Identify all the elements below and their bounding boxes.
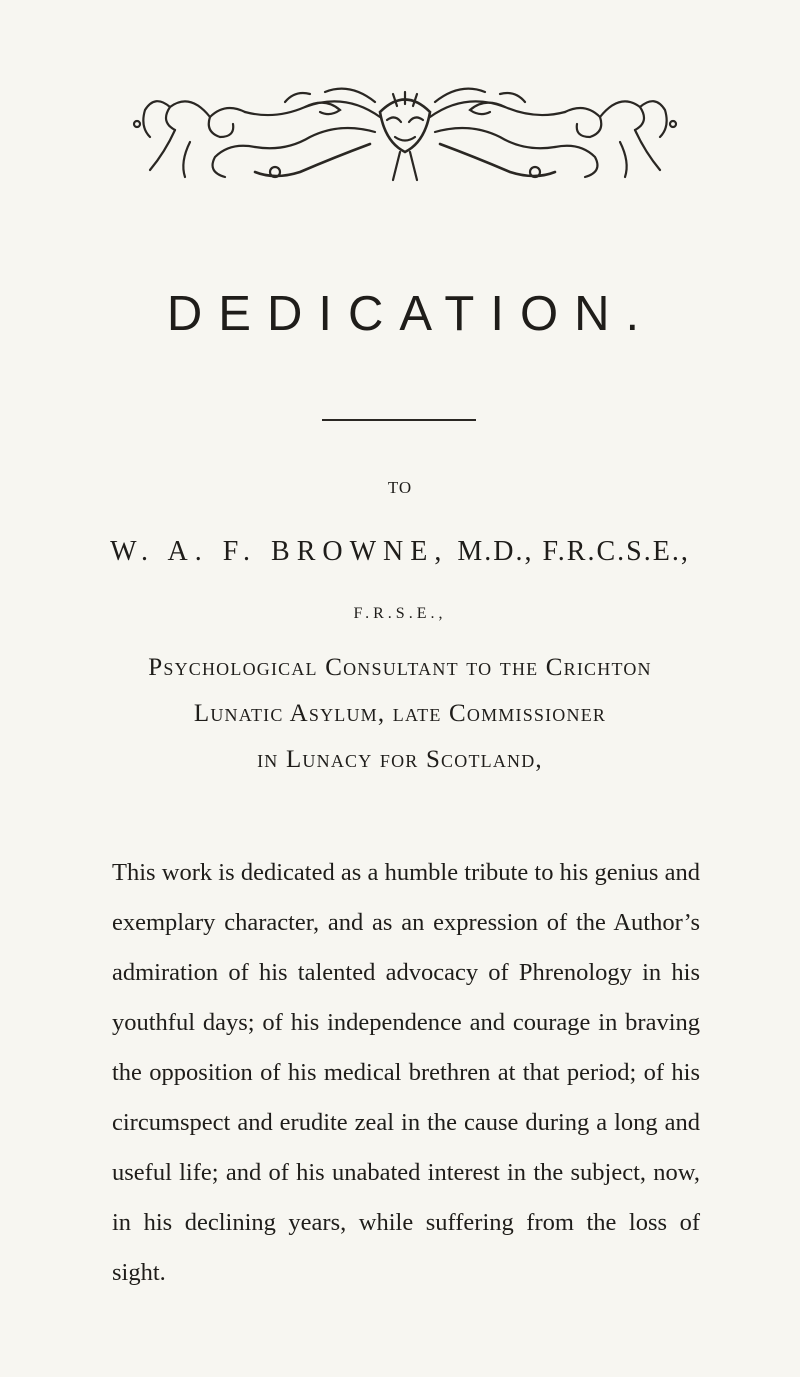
- dedicatee-degrees: M.D., F.R.C.S.E.,: [457, 536, 690, 567]
- dedication-to-label: TO: [387, 478, 413, 497]
- dedicatee-extra-degree: F.R.S.E.,: [353, 605, 447, 622]
- dedicatee-title-line: in Lunacy for Scotland,: [257, 746, 543, 773]
- dedicatee-title-line: Lunatic Asylum, late Commissioner: [193, 700, 607, 727]
- decorative-headpiece-ornament: [125, 82, 685, 182]
- dedication-body-paragraph: This work is dedicated as a humble tribute to his genius and exemplary character, and as an expression of the Author’s admiration of his talented advocacy of Phrenology in his youthful days; of his independence and courage in braving the opposition of his medical brethren at that period; of his circumspect and erudite zeal in the cause during a long and useful life; and of his unabated interest in the subject, now, in his declining years, while suffering from the loss of sight.: [112, 858, 700, 1286]
- dedicatee-name: W. A. F. BROWNE,: [110, 536, 449, 567]
- dedicatee-line: [0, 536, 800, 568]
- heading-divider-rule: [322, 419, 476, 421]
- dedicatee-title-line: Psychological Consultant to the Crichton: [148, 654, 652, 681]
- dedication-heading: DEDICATION.: [166, 287, 656, 341]
